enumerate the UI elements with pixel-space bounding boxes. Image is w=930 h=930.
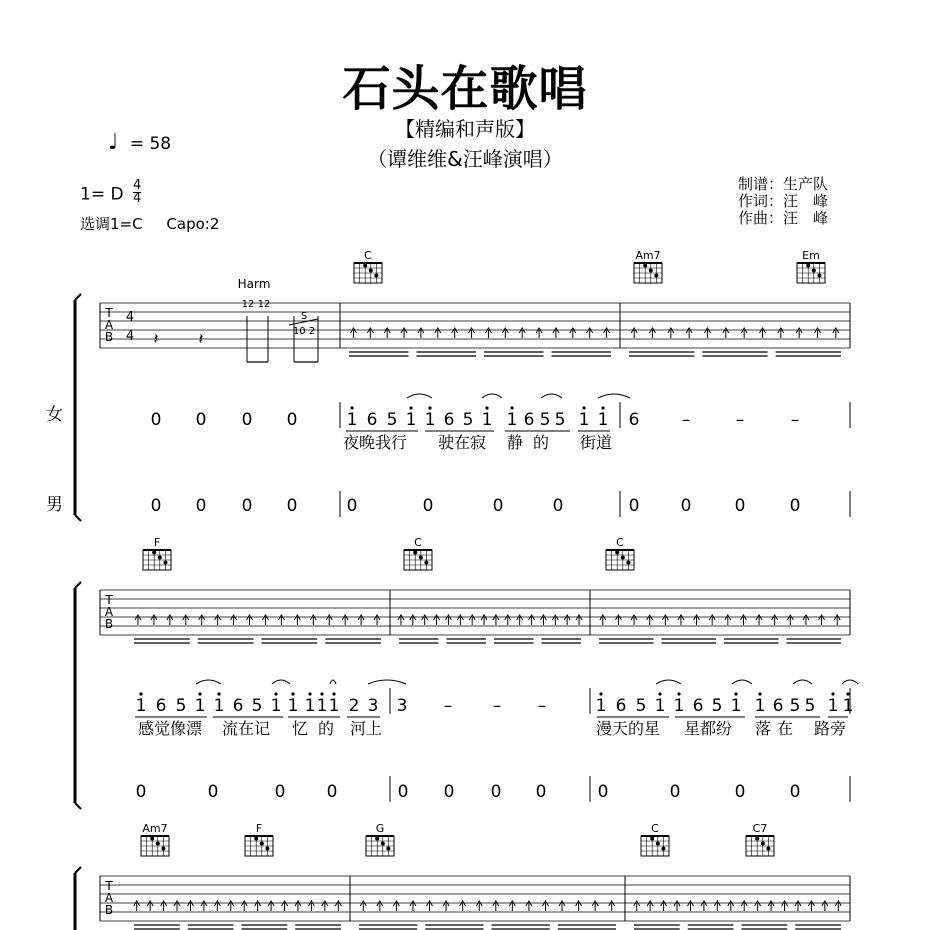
harmonics-label: Harm xyxy=(237,277,271,291)
male-rest-note: 0 xyxy=(734,782,746,802)
high-octave-dot xyxy=(217,692,220,695)
version-subtitle: 【精编和声版】 xyxy=(395,117,535,141)
male-rest-note: 0 xyxy=(207,782,219,802)
tie-slur xyxy=(541,394,562,398)
female-melody-note: 6 xyxy=(772,696,784,716)
tab-letter: T xyxy=(105,593,113,607)
chord-finger-dot xyxy=(381,842,385,846)
system-bracket-top xyxy=(75,582,81,588)
chord-finger-dot xyxy=(661,847,665,851)
chord-finger-dot xyxy=(375,837,379,841)
tab-letter: B xyxy=(104,617,114,631)
chord-finger-dot xyxy=(265,847,269,851)
male-rest-note: 0 xyxy=(789,782,801,802)
tab-letter: T xyxy=(105,879,113,893)
female-melody-note: 1 xyxy=(194,696,206,716)
female-melody-note: 1 xyxy=(597,410,609,430)
chord-finger-dot xyxy=(755,837,759,841)
male-rest-note: 0 xyxy=(535,782,547,802)
lyric-word: 驶在寂 xyxy=(437,433,487,452)
male-rest-note: 0 xyxy=(443,782,455,802)
female-melody-note: 1 xyxy=(346,410,358,430)
male-rest-note: 0 xyxy=(397,782,409,802)
male-rest-note: 0 xyxy=(274,782,286,802)
female-melody-note: 1 xyxy=(287,696,299,716)
female-melody-note: 1 xyxy=(506,410,518,430)
female-melody-note: 1 xyxy=(328,696,340,716)
lyric-word: 的 xyxy=(532,433,550,452)
male-part-label: 男 xyxy=(46,495,63,515)
female-melody-note: 3 xyxy=(367,696,379,716)
high-octave-dot xyxy=(599,692,602,695)
female-melody-note: 1 xyxy=(673,696,685,716)
lyric-word: 星都纷 xyxy=(683,719,733,738)
female-melody-note: 5 xyxy=(386,410,398,430)
time-bottom: 4 xyxy=(132,191,142,206)
female-part-label: 女 xyxy=(46,405,63,425)
slide-mark: S xyxy=(300,311,308,322)
male-rest-note: 0 xyxy=(150,496,162,516)
chord-finger-dot xyxy=(363,264,367,268)
chord-finger-dot xyxy=(150,837,154,841)
high-octave-dot xyxy=(677,692,680,695)
female-melody-note: 5 xyxy=(554,410,566,430)
female-melody-note: 5 xyxy=(251,696,263,716)
tab-letter: A xyxy=(104,891,114,905)
male-rest-note: 0 xyxy=(669,782,681,802)
female-melody-note: 2 xyxy=(348,696,360,716)
high-octave-dot xyxy=(582,406,585,409)
chord-finger-dot xyxy=(649,269,653,273)
female-rest-note: 0 xyxy=(150,410,162,430)
female-melody-note: 5 xyxy=(635,696,647,716)
high-octave-dot xyxy=(350,406,353,409)
time-sig-tab: 4 xyxy=(125,329,135,344)
chord-name: C xyxy=(651,822,659,835)
chord-finger-dot xyxy=(812,269,816,273)
female-melody-note: 5 xyxy=(539,410,551,430)
lyric-word: 的 xyxy=(317,719,335,738)
high-octave-dot xyxy=(658,692,661,695)
female-melody-note: 6 xyxy=(615,696,627,716)
female-melody-note: 5 xyxy=(789,696,801,716)
male-rest-note: 0 xyxy=(492,496,504,516)
female-melody-note: 1 xyxy=(405,410,417,430)
female-rest-note: 0 xyxy=(195,410,207,430)
male-rest-note: 0 xyxy=(326,782,338,802)
chord-finger-dot xyxy=(254,837,258,841)
male-rest-note: 0 xyxy=(195,496,207,516)
female-melody-note: 1 xyxy=(304,696,316,716)
tie-slur xyxy=(368,680,406,684)
chord-finger-dot xyxy=(817,274,821,278)
chord-name: Am7 xyxy=(635,249,661,262)
high-octave-dot xyxy=(332,692,335,695)
lyric-word: 在 xyxy=(776,719,794,738)
tempo-value: = 58 xyxy=(129,134,172,154)
female-melody-note: 6 xyxy=(443,410,455,430)
system-bracket-bottom xyxy=(75,515,81,521)
chord-finger-dot xyxy=(650,837,654,841)
male-rest-note: 0 xyxy=(346,496,358,516)
system-bracket-top xyxy=(75,867,81,873)
high-octave-dot xyxy=(320,692,323,695)
female-melody-note: – xyxy=(790,410,800,430)
male-rest-note: 0 xyxy=(552,496,564,516)
tie-slur xyxy=(196,680,221,684)
tab-letter: B xyxy=(104,903,114,917)
tie-slur xyxy=(330,680,336,684)
chord-finger-dot xyxy=(163,561,167,565)
female-rest-note: 0 xyxy=(286,410,298,430)
female-melody-note: 1 xyxy=(135,696,147,716)
chord-finger-dot xyxy=(643,264,647,268)
female-melody-note: 6 xyxy=(692,696,704,716)
tab-letter: A xyxy=(104,605,114,619)
chord-finger-dot xyxy=(161,847,165,851)
tie-slur xyxy=(842,680,858,684)
quarter-rest: 𝄽 xyxy=(198,329,204,348)
female-melody-note: 1 xyxy=(270,696,282,716)
lyricist-credit: 作词：汪 峰 xyxy=(738,192,829,210)
chord-name: F xyxy=(153,536,161,549)
chord-finger-dot xyxy=(766,847,770,851)
female-melody-note: 1 xyxy=(481,410,493,430)
chord-finger-dot xyxy=(152,551,156,555)
female-melody-note: 1 xyxy=(754,696,766,716)
tie-slur xyxy=(272,680,290,684)
time-sig-tab: 4 xyxy=(125,310,135,325)
singers-line: （谭维维&汪峰演唱） xyxy=(367,147,563,171)
chord-finger-dot xyxy=(419,556,423,560)
female-melody-note: 1 xyxy=(827,696,839,716)
male-rest-note: 0 xyxy=(241,496,253,516)
chord-finger-dot xyxy=(615,551,619,555)
tab-letter: B xyxy=(104,330,114,344)
female-melody-note: 5 xyxy=(462,410,474,430)
chord-name: C xyxy=(364,249,372,262)
tie-slur xyxy=(656,680,681,684)
female-melody-note: 6 xyxy=(523,410,535,430)
time-top: 4 xyxy=(132,178,142,193)
lyric-word: 静 xyxy=(506,433,524,452)
quarter-rest: 𝄽 xyxy=(153,329,159,348)
female-melody-note: 5 xyxy=(711,696,723,716)
female-melody-note: 1 xyxy=(213,696,225,716)
chord-finger-dot xyxy=(369,269,373,273)
system-bracket-top xyxy=(75,294,81,300)
lyric-word: 落 xyxy=(754,719,772,738)
tie-slur xyxy=(732,680,752,684)
high-octave-dot xyxy=(139,692,142,695)
female-melody-note: 6 xyxy=(155,696,167,716)
high-octave-dot xyxy=(734,692,737,695)
high-octave-dot xyxy=(198,692,201,695)
high-octave-dot xyxy=(274,692,277,695)
key-label: 1= D xyxy=(80,184,124,205)
capo-info: 选调1=C Capo:2 xyxy=(80,215,220,233)
lyric-word: 感觉像漂 xyxy=(137,719,203,738)
chord-finger-dot xyxy=(156,842,160,846)
female-melody-note: 3 xyxy=(396,696,408,716)
female-melody-note: 6 xyxy=(628,410,640,430)
lyric-word: 流在记 xyxy=(221,719,271,738)
composer-credit: 作曲：汪 峰 xyxy=(738,209,829,227)
female-melody-note: – xyxy=(735,410,745,430)
chord-finger-dot xyxy=(260,842,264,846)
female-melody-note: – xyxy=(492,696,502,716)
chord-finger-dot xyxy=(621,556,625,560)
high-octave-dot xyxy=(831,692,834,695)
tab-letter: A xyxy=(104,318,114,332)
arranger-credit: 制谱：生产队 xyxy=(738,175,829,193)
tie-slur xyxy=(407,394,432,398)
chord-finger-dot xyxy=(386,847,390,851)
chord-name: F xyxy=(255,822,263,835)
male-rest-note: 0 xyxy=(286,496,298,516)
quarter-note-icon: ♩ xyxy=(108,130,119,155)
chord-finger-dot xyxy=(806,264,810,268)
female-melody-note: – xyxy=(681,410,691,430)
high-octave-dot xyxy=(308,692,311,695)
high-octave-dot xyxy=(758,692,761,695)
male-rest-note: 0 xyxy=(680,496,692,516)
chord-name: C xyxy=(616,536,624,549)
female-melody-note: 1 xyxy=(730,696,742,716)
tie-slur xyxy=(793,680,812,684)
lyric-word: 街道 xyxy=(579,433,613,452)
chord-finger-dot xyxy=(424,561,428,565)
male-rest-note: 0 xyxy=(628,496,640,516)
song-title: 石头在歌唱 xyxy=(342,61,588,117)
high-octave-dot xyxy=(409,406,412,409)
female-melody-note: 5 xyxy=(175,696,187,716)
tab-letter: T xyxy=(105,306,113,320)
chord-finger-dot xyxy=(413,551,417,555)
male-rest-note: 0 xyxy=(135,782,147,802)
tie-slur xyxy=(482,394,502,398)
female-melody-note: 1 xyxy=(595,696,607,716)
lyric-word: 路旁 xyxy=(813,719,847,738)
chord-finger-dot xyxy=(654,274,658,278)
female-melody-note: 1 xyxy=(578,410,590,430)
male-rest-note: 0 xyxy=(734,496,746,516)
male-rest-note: 0 xyxy=(789,496,801,516)
lyric-word: 漫天的星 xyxy=(595,719,661,738)
male-rest-note: 0 xyxy=(490,782,502,802)
high-octave-dot xyxy=(291,692,294,695)
chord-name: C7 xyxy=(752,822,768,835)
high-octave-dot xyxy=(428,406,431,409)
female-melody-note: 1 xyxy=(842,696,854,716)
lyric-word: 忆 xyxy=(291,719,309,738)
chord-finger-dot xyxy=(374,274,378,278)
female-melody-note: 6 xyxy=(232,696,244,716)
female-melody-note: – xyxy=(443,696,453,716)
chord-name: G xyxy=(375,822,385,835)
system-bracket-bottom xyxy=(75,803,81,809)
chord-name: Am7 xyxy=(142,822,168,835)
chord-name: Em xyxy=(802,249,820,262)
high-octave-dot xyxy=(846,692,849,695)
chord-finger-dot xyxy=(158,556,162,560)
tie-slur xyxy=(598,394,630,398)
high-octave-dot xyxy=(601,406,604,409)
slide-frets: 10 2 xyxy=(292,326,316,337)
chord-name: C xyxy=(414,536,422,549)
female-melody-note: 5 xyxy=(804,696,816,716)
female-melody-note: – xyxy=(537,696,547,716)
lyric-word: 夜晚我行 xyxy=(342,433,408,452)
female-melody-note: 6 xyxy=(366,410,378,430)
male-rest-note: 0 xyxy=(597,782,609,802)
high-octave-dot xyxy=(485,406,488,409)
lyric-word: 河上 xyxy=(349,719,383,738)
female-melody-note: 1 xyxy=(654,696,666,716)
chord-finger-dot xyxy=(626,561,630,565)
male-rest-note: 0 xyxy=(422,496,434,516)
chord-finger-dot xyxy=(761,842,765,846)
female-melody-note: 1 xyxy=(424,410,436,430)
high-octave-dot xyxy=(510,406,513,409)
chord-finger-dot xyxy=(656,842,660,846)
female-melody-note: 1 xyxy=(316,696,328,716)
female-rest-note: 0 xyxy=(241,410,253,430)
harmonic-frets: 12 12 xyxy=(241,299,271,310)
